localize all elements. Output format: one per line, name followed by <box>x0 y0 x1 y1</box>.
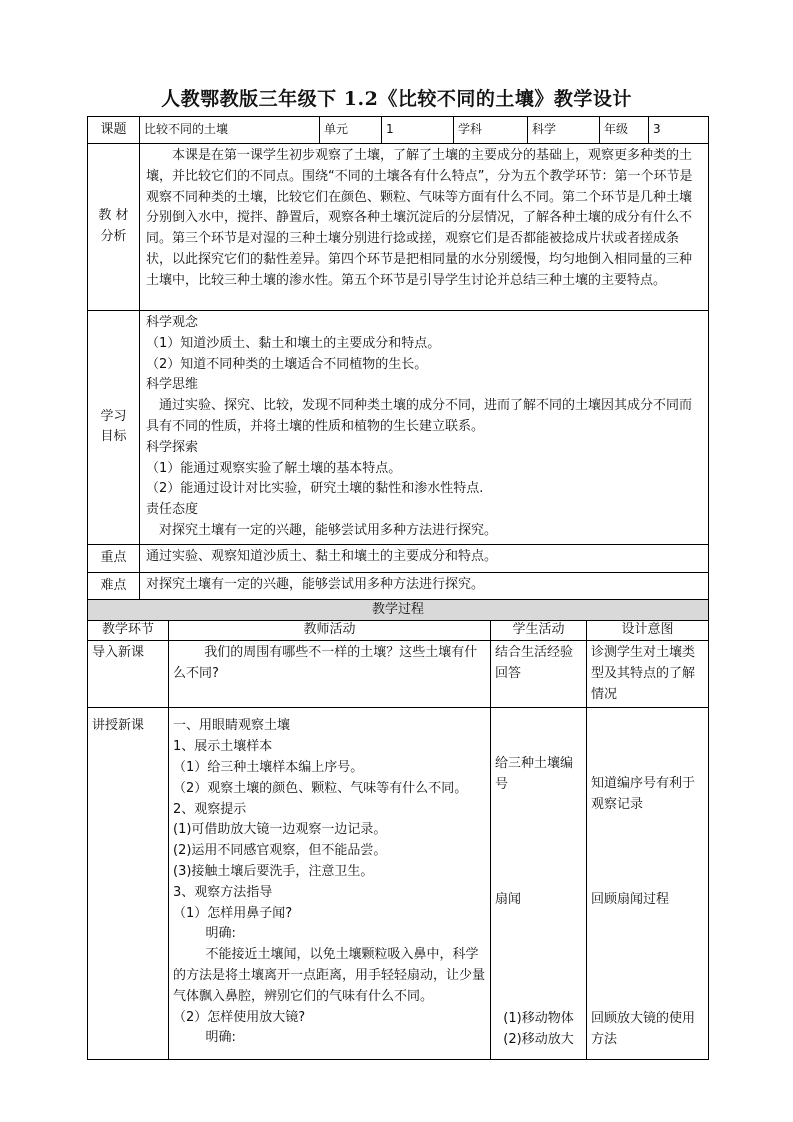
student-activity-2: 扇闻 <box>495 891 522 907</box>
col-header-teacher: 教师活动 <box>169 621 491 641</box>
design-intent-3: 回顾放大镜的使用方法 <box>591 1010 696 1047</box>
thinking-title: 科学思维 <box>146 377 199 393</box>
analysis-text <box>140 144 709 311</box>
design-intent-1: 知道编序号有利于观察记录 <box>591 776 696 813</box>
page-title: 人教鄂教版三年级下 1.2《比较不同的土壤》教学设计 <box>161 88 632 110</box>
difficulty-label: 难点 <box>88 572 140 601</box>
lesson-step-10: （1）怎样用鼻子闻? <box>173 905 293 921</box>
student-activity-1: 给三种土壤编号 <box>495 756 574 793</box>
lesson-step-6: (1)可借助放大镜一边观察一边记录。 <box>173 822 387 838</box>
lesson-info-table <box>87 116 709 602</box>
key-point-text: 通过实验、观察知道沙质土、黏土和壤土的主要成分和特点。 <box>140 544 709 572</box>
inquiry-title: 科学探索 <box>146 439 199 455</box>
lesson-intent <box>587 708 709 1060</box>
analysis-label: 教 材 分析 <box>88 144 140 311</box>
lesson-step-7: (2)运用不同感官观察，但不能品尝。 <box>173 843 387 859</box>
subject-value: 科学 <box>528 117 600 144</box>
objectives-content <box>140 311 709 545</box>
lesson-step-2: 1、展示土壤样本 <box>173 739 273 755</box>
student-activity-4: (2)移动放大 <box>503 1031 574 1047</box>
concept-item-1: （1）知道沙质土、黏土和壤土的主要成分和特点。 <box>146 335 441 351</box>
col-header-stage: 教学环节 <box>88 621 169 641</box>
inquiry-item-2: （2）能通过设计对比实验，研究土壤的黏性和渗水性特点. <box>146 481 484 497</box>
teaching-process-table <box>87 599 709 1060</box>
concept-item-2: （2）知道不同种类的土壤适合不同植物的生长。 <box>146 356 428 372</box>
objectives-label: 学习 目标 <box>88 311 140 545</box>
lesson-step-13: （2）怎样使用放大镜? <box>173 1009 306 1025</box>
key-point-label: 重点 <box>88 544 140 572</box>
lesson-stage-text: 讲授新课 <box>92 718 145 734</box>
inquiry-item-1: （1）能通过观察实验了解土壤的基本特点。 <box>146 460 402 476</box>
unit-label: 单元 <box>320 117 382 144</box>
grade-value: 3 <box>649 117 709 144</box>
lesson-step-1: 一、用眼睛观察土壤 <box>173 718 291 734</box>
lesson-step-8: (3)接触土壤后要洗手，注意卫生。 <box>173 863 374 879</box>
process-title: 教学过程 <box>88 600 709 621</box>
lesson-step-12: 不能接近土壤闻，以免土壤颗粒吸入鼻中，科学的方法是将土壤离开一点距离，用手轻轻扇动，让少量气体飘入鼻腔，辨别它们的气味有什么不同。 <box>173 947 486 1004</box>
col-header-intent: 设计意图 <box>587 621 709 641</box>
lesson-teacher <box>169 708 491 1060</box>
lesson-student <box>491 708 587 1060</box>
intro-teacher <box>169 641 491 708</box>
analysis-paragraph: 本课是在第一课学生初步观察了土壤，了解了土壤的主要成分的基础上，观察更多种类的土壤，并比较它们的不同点。围绕“不同的土壤各有什么特点”，分为五个教学环节：第一个环节是观察不同种类的土壤，比较它们在颜色、颗粒、气味等方面有什么不同。第二个环节是几种土壤分别倒入水中，搅拌、静置后，观察各种土壤沉淀后的分层情况，了解各种土壤的成分有什么不同。第三个环节是对湿的三种土壤分别进行捻或搓，观察它们是否都能被捻成片状或者搓成条状，以此探究它们的黏性差异。第四个环节是把相同量的水分别缓慢，均匀地倒入相同量的三种土壤中，比较三种土壤的渗水性。第五个环节是引导学生讨论并总结三种土壤的主要特点。 <box>146 148 693 288</box>
thinking-text: 通过实验、探究、比较，发现不同种类土壤的成分不同，进而了解不同的土壤因其成分不同而具有不同的性质，并将土壤的性质和植物的生长建立联系。 <box>146 398 693 434</box>
lesson-step-3: （1）给三种土壤样本编上序号。 <box>173 759 364 775</box>
lesson-step-9: 3、观察方法指导 <box>173 884 273 900</box>
intro-teacher-text: 我们的周围有哪些不一样的土壤？这些土壤有什么不同? <box>173 645 478 681</box>
intro-stage: 导入新课 <box>88 641 169 708</box>
attitude-text: 对探究土壤有一定的兴趣，能够尝试用多种方法进行探究。 <box>159 522 498 538</box>
topic-label: 课题 <box>88 117 140 144</box>
student-activity-3: (1)移动物体 <box>503 1010 574 1026</box>
lesson-step-4: （2）观察土壤的颜色、颗粒、气味等有什么不同。 <box>173 780 468 796</box>
lesson-step-14: 明确: <box>205 1030 236 1046</box>
difficulty-text: 对探究土壤有一定的兴趣，能够尝试用多种方法进行探究。 <box>140 572 709 601</box>
grade-label: 年级 <box>600 117 649 144</box>
intro-intent: 诊测学生对土壤类型及其特点的了解情况 <box>587 641 709 708</box>
lesson-step-11: 明确: <box>205 926 236 942</box>
col-header-student: 学生活动 <box>491 621 587 641</box>
attitude-title: 责任态度 <box>146 502 199 518</box>
intro-student: 结合生活经验回答 <box>491 641 587 708</box>
lesson-stage <box>88 708 169 1060</box>
unit-value: 1 <box>382 117 454 144</box>
design-intent-2: 回顾扇闻过程 <box>591 891 670 907</box>
lesson-step-5: 2、观察提示 <box>173 801 247 817</box>
topic-value: 比较不同的土壤 <box>140 117 320 144</box>
concept-title: 科学观念 <box>146 315 199 330</box>
subject-label: 学科 <box>454 117 528 144</box>
